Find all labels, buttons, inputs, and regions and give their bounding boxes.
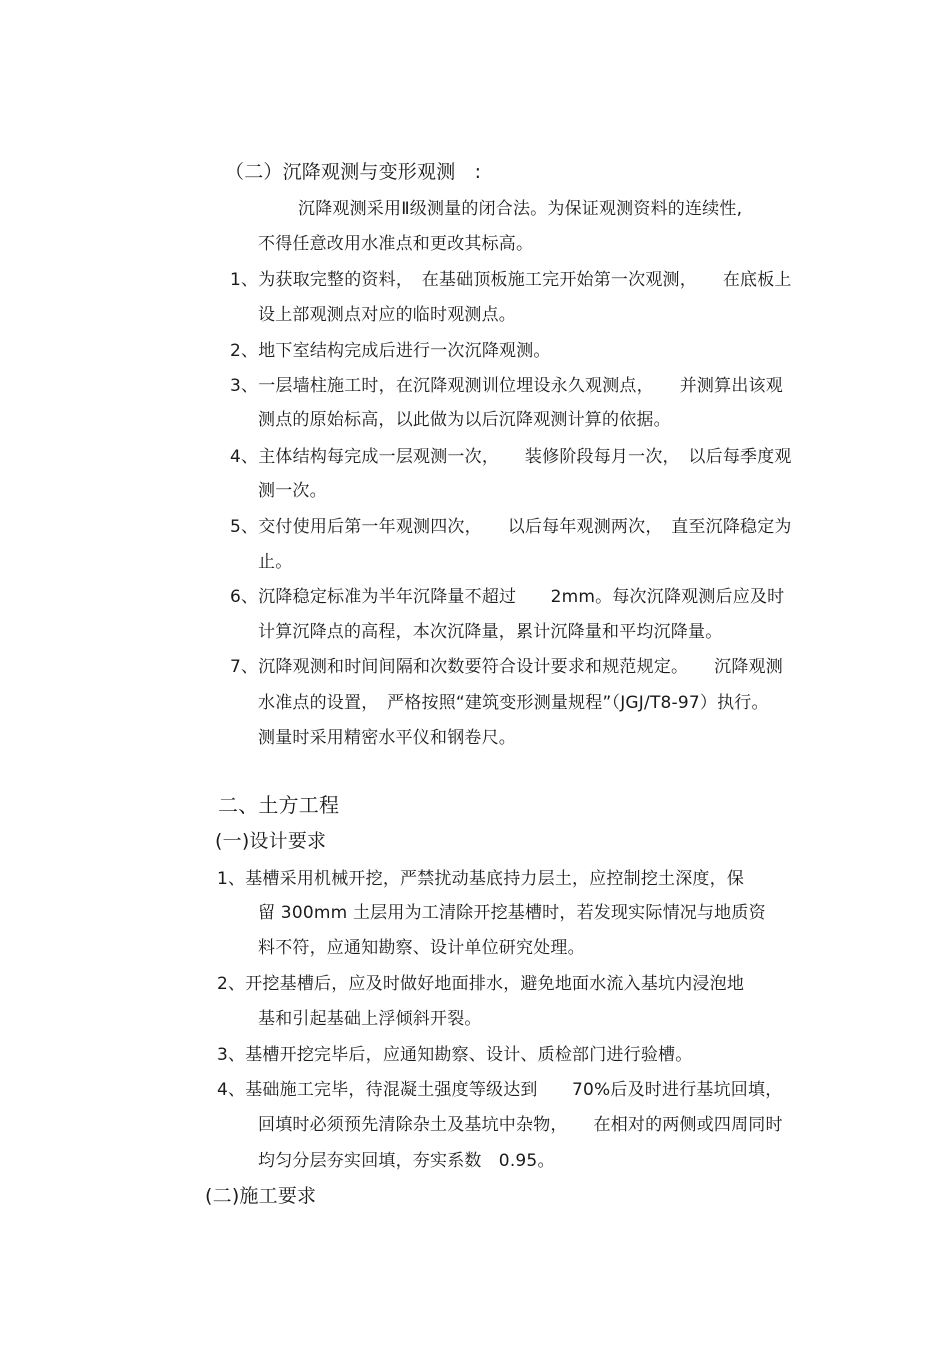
design-item-1-line-2: 留 300mm 土层用为工清除开挖基槽时，若发现实际情况与地质资: [258, 903, 766, 923]
design-item-2-line-2: 基和引起基础上浮倾斜开裂。: [258, 1009, 482, 1029]
design-item-1-line-3: 料不符，应通知勘察、设计单位研究处理。: [258, 938, 585, 958]
list-item-6-line-1: 6、沉降稳定标准为半年沉降量不超过 2mm。每次沉降观测后应及时: [230, 587, 785, 607]
design-item-4-line-1: 4、基础施工完毕，待混凝土强度等级达到 70%后及时进行基坑回填，: [217, 1080, 783, 1100]
list-item-5-line-2: 止。: [258, 552, 293, 572]
list-item-3-line-2: 测点的原始标高，以此做为以后沉降观测计算的依据。: [258, 410, 671, 430]
list-item-4-line-1: 4、主体结构每完成一层观测一次， 装修阶段每月一次， 以后每季度观: [230, 447, 792, 467]
list-item-1-line-1: 1、为获取完整的资料， 在基础顶板施工完开始第一次观测， 在底板上: [230, 270, 792, 290]
list-item-6-line-2: 计算沉降点的高程，本次沉降量，累计沉降量和平均沉降量。: [258, 622, 723, 642]
list-item-7-line-2: 水准点的设置， 严格按照“建筑变形测量规程”（JGJ/T8-97）执行。: [258, 693, 769, 713]
design-requirements-title: (一)设计要求: [215, 830, 327, 852]
section-title-earthwork: 二、土方工程: [218, 793, 340, 817]
design-item-1-line-1: 1、基槽采用机械开挖，严禁扰动基底持力层土，应控制挖土深度，保: [217, 869, 745, 889]
intro-line-2: 不得任意改用水准点和更改其标高。: [258, 234, 534, 254]
section-title-settlement: （二）沉降观测与变形观测 :: [225, 161, 482, 183]
construction-requirements-title: (二)施工要求: [205, 1185, 317, 1207]
list-item-4-line-2: 测一次。: [258, 481, 327, 501]
intro-line-1: 沉降观测采用Ⅱ级测量的闭合法。为保证观测资料的连续性,: [298, 199, 743, 219]
list-item-3-line-1: 3、一层墙柱施工时，在沉降观测训位埋设永久观测点， 并测算出该观: [230, 376, 783, 396]
list-item-7-line-1: 7、沉降观测和时间间隔和次数要符合设计要求和规范规定。 沉降观测: [230, 657, 783, 677]
list-item-2-line-1: 2、地下室结构完成后进行一次沉降观测。: [230, 341, 551, 361]
design-item-4-line-2: 回填时必须预先清除杂土及基坑中杂物， 在相对的两侧或四周同时: [258, 1115, 783, 1135]
list-item-7-line-3: 测量时采用精密水平仪和钢卷尺。: [258, 728, 516, 748]
design-item-4-line-3: 均匀分层夯实回填，夯实系数 0.95。: [258, 1151, 555, 1171]
design-item-3-line-1: 3、基槽开挖完毕后，应通知勘察、设计、质检部门进行验槽。: [217, 1045, 693, 1065]
design-item-2-line-1: 2、开挖基槽后，应及时做好地面排水，避免地面水流入基坑内浸泡地: [217, 974, 745, 994]
list-item-5-line-1: 5、交付使用后第一年观测四次， 以后每年观测两次， 直至沉降稳定为: [230, 517, 792, 537]
list-item-1-line-2: 设上部观测点对应的临时观测点。: [258, 305, 516, 325]
